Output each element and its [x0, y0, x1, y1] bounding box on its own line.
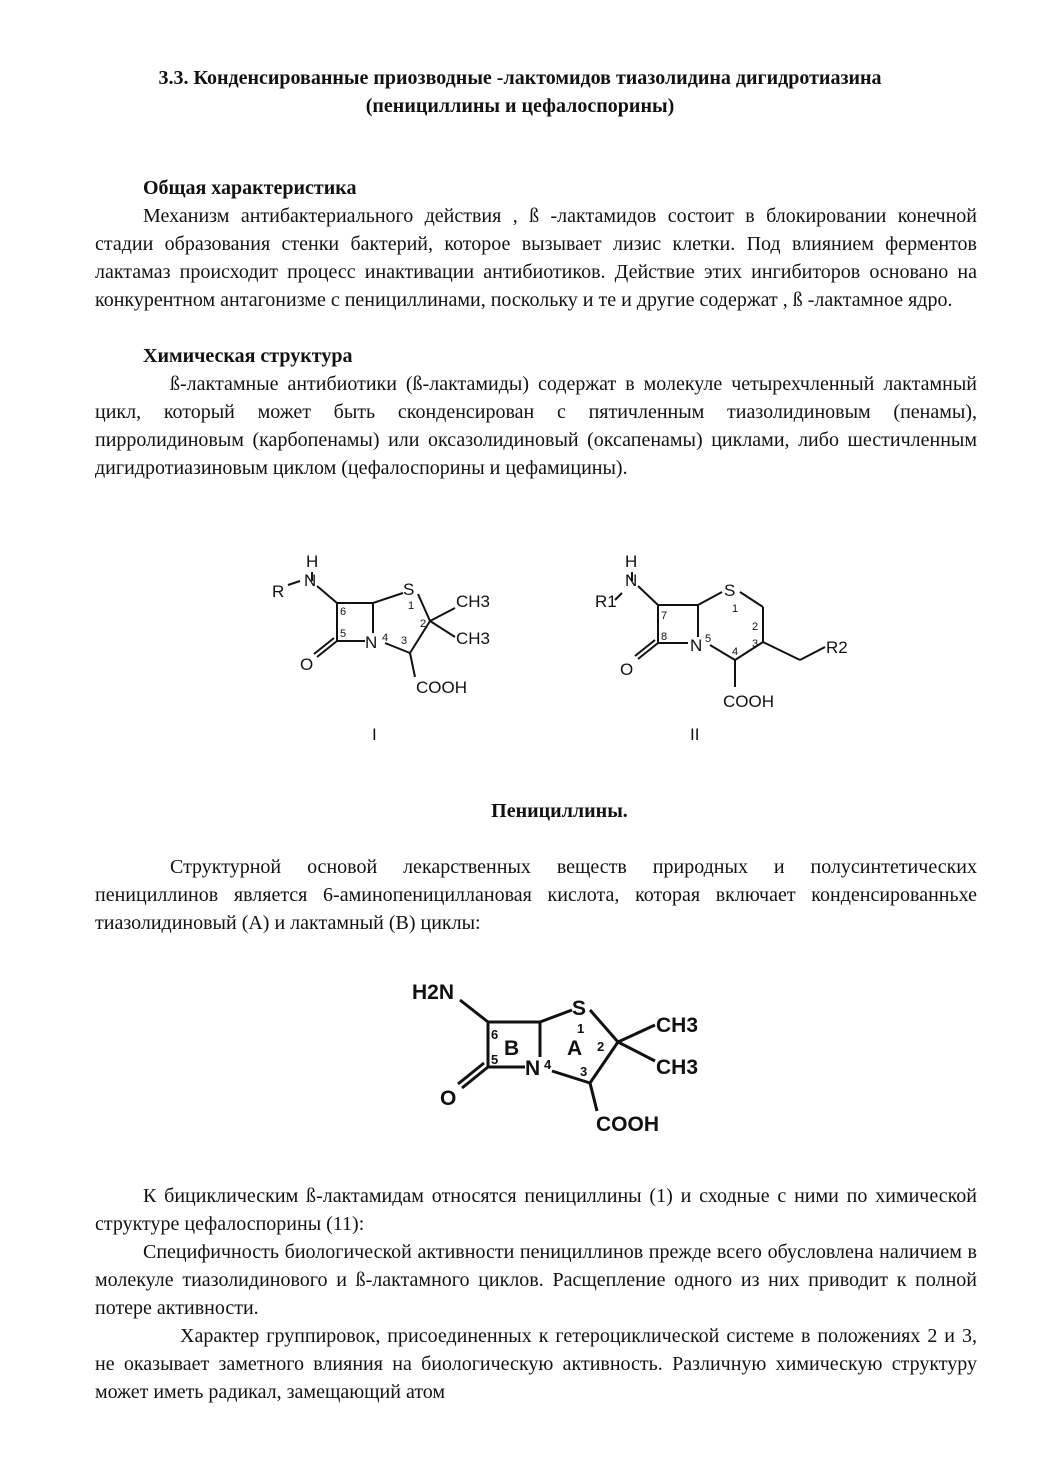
sulfur-label: S [572, 997, 587, 1020]
ring-num-6: 6 [491, 1027, 499, 1042]
cephalosporin-h-label: H [625, 552, 638, 571]
cephalosporin-num-3: 3 [752, 638, 759, 650]
ring-num-4: 4 [544, 1057, 552, 1072]
ch3-bottom-label: CH3 [656, 1056, 699, 1079]
penicillin-caption: I [372, 725, 377, 744]
penicillins-heading: Пенициллины. [491, 800, 628, 822]
cephalosporin-num-4: 4 [732, 646, 739, 658]
penicillin-ch3-top-label: CH3 [456, 592, 491, 611]
cephalosporin-num-1: 1 [732, 603, 739, 615]
cephalosporin-s-label: S [724, 581, 736, 600]
ch3-top-label: CH3 [656, 1014, 699, 1037]
cephalosporin-caption: II [690, 725, 700, 744]
penicillin-r-label: R [272, 582, 285, 601]
cephalosporin-cooh-label: COOH [723, 692, 774, 711]
penicillin-num-4: 4 [382, 632, 389, 644]
section-heading-line1: 3.3. Конденсированные приозводные -лактомидов тиазолидина дигидротиазина [158, 67, 882, 89]
cephalosporin-skeleton [615, 572, 825, 687]
cephalosporin-num-5: 5 [705, 633, 712, 645]
penicillin-ring-numbers [340, 600, 426, 647]
ring-b-label: B [504, 1037, 520, 1060]
ring-num-2: 2 [597, 1039, 605, 1054]
structures-figure [260, 545, 860, 755]
section-heading-line2: (пенициллины и цефалоспорины) [365, 95, 675, 117]
cephalosporin-o-label: O [620, 660, 634, 679]
cooh-label: COOH [596, 1113, 659, 1136]
penicillin-num-1: 1 [408, 600, 415, 612]
penicillin-s-label: S [403, 580, 415, 599]
aminopenicillanic-labels [412, 981, 698, 1136]
cephalosporin-ring-numbers [661, 603, 758, 658]
cephalosporin-num-2: 2 [752, 621, 759, 633]
nitrogen-label: N [525, 1057, 541, 1080]
general-paragraph: Механизм антибактериального действия , ß -лактамидов состоит в блокировании конечной стадии образования стенки бактерий, которое вызывает лизис клетки. Под влиянием ферментов лактамаз происходит процесс инактивации антибиотиков. Действие этих ингибиторов основано на конкурентном антагонизме с пенициллинами, поскольку и те и другие содержат , ß -лактамное ядро. [95, 205, 977, 311]
general-heading: Общая характеристика [143, 177, 357, 199]
penicillins-paragraph: Структурной основой лекарственных веществ природных и полусинтетических пенициллинов является 6-аминопенициллановая кислота, которая включает конденсированньхе тиазолидиновый (А) и лактамный (В) циклы: [95, 856, 977, 934]
penicillin-num-2: 2 [420, 618, 427, 630]
penicillin-n-label: N [304, 571, 317, 590]
oxygen-label: O [440, 1087, 457, 1110]
chem-structure-heading: Химическая структура [143, 345, 353, 367]
penicillin-h-label: H [306, 552, 319, 571]
penicillin-n4-label: N [365, 633, 378, 652]
ring-num-3: 3 [580, 1064, 588, 1079]
penicillin-num-6: 6 [340, 606, 347, 618]
chem-structure-paragraph: ß-лактамные антибиотики (ß-лактамиды) содержат в молекуле четырехчленный лактамный цикл, который может быть сконденсирован с пятичленным тиазолидиновым (пенамы), пирролидиновым (карбопенамы) или оксазолидиновый (оксапенамы) циклами, либо шестичленным дигидротиазиновым циклом (цефалоспорины и цефамицины). [95, 373, 977, 479]
cephalosporin-labels [595, 552, 848, 711]
character-paragraph: Характер группировок, присоединенных к гетероциклической системе в положениях 2 и 3, не оказывает заметного влияния на биологическую активность. Различную химическую структуру может иметь радикал, замещающий атом [95, 1325, 977, 1403]
aminopenicillanic-acid-figure [400, 975, 720, 1140]
aminopenicillanic-skeleton [458, 1000, 655, 1111]
cephalosporin-num-8: 8 [661, 631, 668, 643]
cephalosporin-r1-label: R1 [595, 592, 617, 611]
specificity-paragraph: Специфичность биологической активности пенициллинов прежде всего обусловлена наличием в молекуле тиазолидинового и ß-лактамного циклов. Расщепление одного из них приводит к полной потере активности. [95, 1241, 977, 1319]
ring-a-label: A [567, 1037, 583, 1060]
ring-num-1: 1 [577, 1021, 585, 1036]
bicyclic-paragraph: К бициклическим ß-лактамидам относятся пенициллины (1) и сходные с ними по химической структуре цефалоспорины (11): [95, 1185, 977, 1235]
penicillin-num-3: 3 [401, 635, 408, 647]
ring-num-5: 5 [491, 1052, 499, 1067]
cephalosporin-r2-label: R2 [826, 638, 848, 657]
penicillin-o-label: O [300, 655, 314, 674]
cephalosporin-n-label: N [625, 571, 638, 590]
cephalosporin-n5-label: N [690, 636, 703, 655]
penicillin-ch3-bottom-label: CH3 [456, 629, 491, 648]
h2n-label: H2N [412, 981, 455, 1004]
penicillin-labels [272, 552, 490, 697]
penicillin-num-5: 5 [340, 628, 347, 640]
cephalosporin-num-7: 7 [661, 610, 668, 622]
penicillin-cooh-label: COOH [416, 678, 467, 697]
